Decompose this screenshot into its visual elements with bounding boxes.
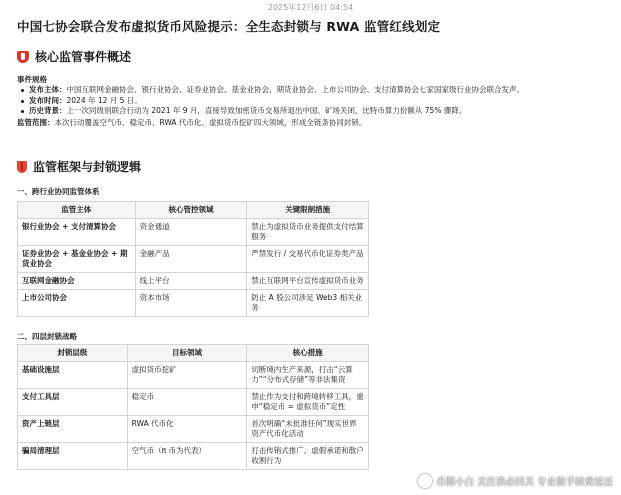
event-label: 事件规格 xyxy=(17,75,47,84)
section-heading-overview xyxy=(17,48,131,65)
subheading-cross-industry: 一、跨行业协同监管体系 xyxy=(17,187,100,196)
page-title: 中国七协会联合发布虚拟货币风险提示：全生态封锁与 RWA 监管红线划定 xyxy=(17,19,441,34)
shield-icon xyxy=(17,161,27,173)
table-row: 资产上链层 RWA 代币化 首次明确“未批准任何”现实世界资产代币化活动 xyxy=(18,416,369,443)
event-info-list xyxy=(17,85,607,117)
subheading-four-layer: 二、四层封锁战略 xyxy=(17,332,77,341)
list-item: 发布主体：中国互联网金融协会、银行业协会、证券业协会、基金业协会、期货业协会、上市公司协会、支付清算协会七家国家级行业协会联合发声。 xyxy=(17,85,607,96)
column-header: 核心措施 xyxy=(247,345,369,362)
column-header: 关键限制措施 xyxy=(247,202,369,219)
column-header: 目标领域 xyxy=(127,345,247,362)
alert-shield-icon xyxy=(17,51,29,63)
table-row: 支付工具层 稳定币 禁止作为支付和跨境转移工具，重申“稳定币 = 虚拟货币”定性 xyxy=(18,389,369,416)
list-item: 历史背景：上一次同级别联合行动为 2021 年 9 月，直接导致加密货币交易所退出中国、矿场关闭，比特币算力份额从 75% 骤降。 xyxy=(17,106,607,117)
table-row: 基础设施层 虚拟货币挖矿 切断境内生产来源，打击“云算力”“分布式存储”等非法集资 xyxy=(18,362,369,389)
section-heading-text: 监管框架与封锁逻辑 xyxy=(33,160,142,174)
blockade-table xyxy=(17,344,369,470)
regulator-table xyxy=(17,201,369,317)
column-header: 监管主体 xyxy=(18,202,136,219)
section-heading-text: 核心监管事件概述 xyxy=(35,50,132,64)
timestamp: 2025年12月6日 04:54 xyxy=(267,3,354,12)
table-row: 上市公司协会 资本市场 防止 A 股公司涉足 Web3 相关业务 xyxy=(18,290,369,317)
list-item: 发布时间：2024 年 12 月 5 日。 xyxy=(17,96,607,107)
column-header: 核心管控领域 xyxy=(135,202,247,219)
watermark: 币圈小白 关注我必回关 专业做手续费返还 xyxy=(418,474,613,488)
column-header: 封锁层级 xyxy=(18,345,128,362)
scope-line: 监管范围：本次行动覆盖空气币、稳定币、RWA 代币化、虚拟货币挖矿四大领域，形成全链条协同封锁。 xyxy=(17,118,367,127)
table-row: 银行业协会 + 支付清算协会 资金通道 禁止为虚拟货币业务提供支付结算服务 xyxy=(18,219,369,246)
table-row: 证券业协会 + 基金业协会 + 期货业协会 金融产品 严禁发行 / 交易代币化证券类产品 xyxy=(18,246,369,273)
table-row: 互联网金融协会 线上平台 禁止互联网平台宣传虚拟货币业务 xyxy=(18,273,369,290)
section-heading-framework xyxy=(17,158,141,175)
account-logo-icon xyxy=(418,474,432,488)
table-row: 骗局清理层 空气币（π 币为代表） 打击传销式推广、虚假承诺和散户收割行为 xyxy=(18,443,369,470)
